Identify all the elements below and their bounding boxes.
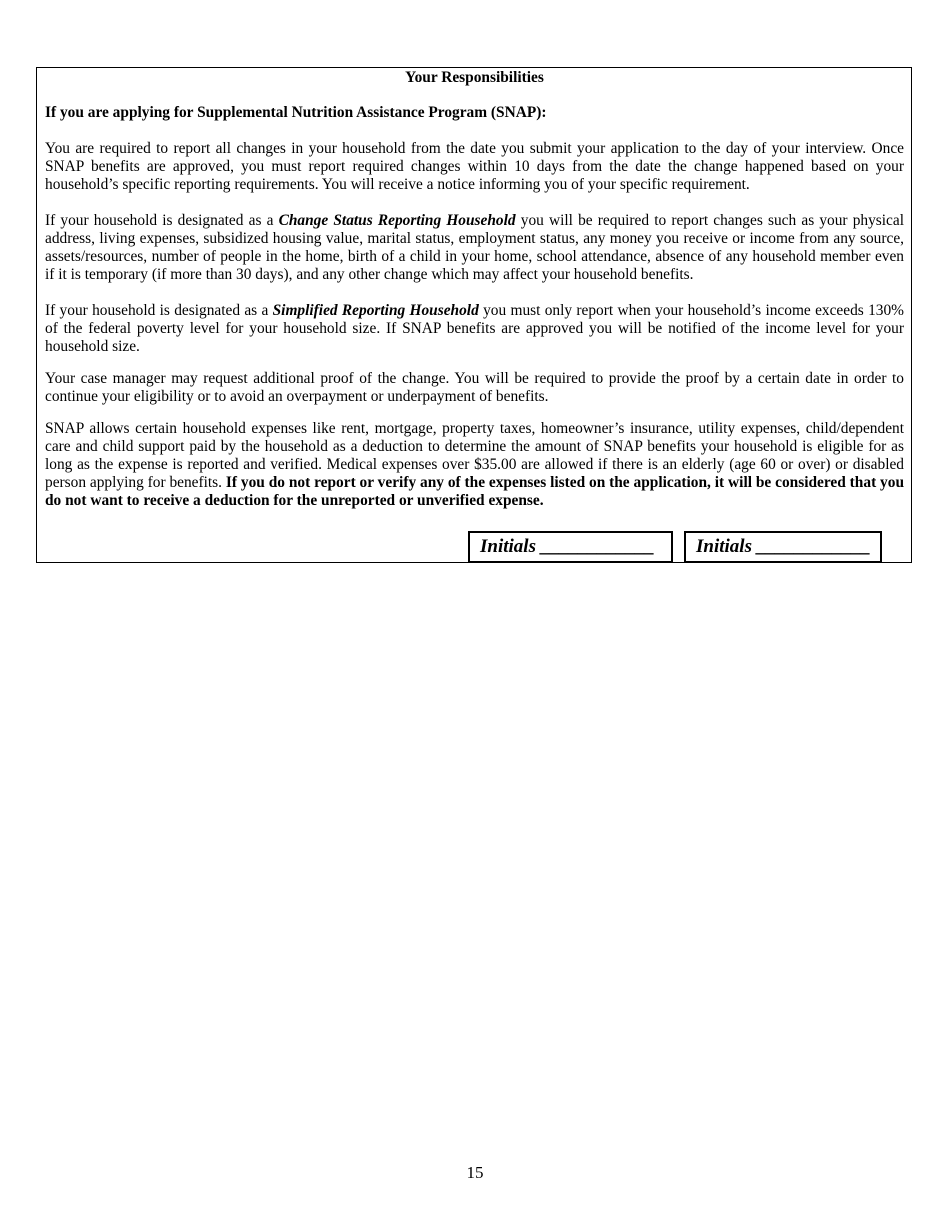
paragraph-change-status-body: you will be required to report changes such as your physical address, living expenses, subsidized housing value, marital status, employment status, any money you receive or income from any source, assets/resources, number of people in the home, birth of a child in your home, school attendance, absence of any household member even if it is temporary (if more than 30 days), and any other change which may affect your household benefits. xyxy=(45,212,904,283)
responsibilities-content xyxy=(37,69,911,510)
paragraph-change-status xyxy=(45,212,904,284)
section-title: Your Responsibilities xyxy=(405,69,544,86)
responsibilities-box xyxy=(36,67,912,563)
paragraph-proof: Your case manager may request additional proof of the change. You will be required to provide the proof by a certain date in order to continue your eligibility or to avoid an overpayment or underpayment of benefits. xyxy=(45,370,904,405)
paragraph-report-changes: You are required to report all changes in your household from the date you submit your application to the day of your interview. Once SNAP benefits are approved, you must report required changes within 10 days from the date the change happened based on your household’s specific reporting requirements. You will receive a notice informing you of your specific requirement. xyxy=(45,140,904,193)
paragraph-expenses xyxy=(45,420,904,510)
page-number: 15 xyxy=(466,1163,484,1182)
simplified-reporting-term: Simplified Reporting Household xyxy=(272,302,479,319)
initials-field-2[interactable]: Initials ____________ xyxy=(684,531,882,563)
paragraph-simplified-reporting xyxy=(45,302,904,356)
paragraph-expenses-body: SNAP allows certain household expenses like rent, mortgage, property taxes, homeowner’s insurance, utility expenses, child/dependent care and child support paid by the household as a deduction to determine the amount of SNAP benefits your household is eligible for as long as the expense is reported and verified. Medical expenses over $35.00 are allowed if there is an elderly (age 60 or over) or disabled person applying for benefits. xyxy=(45,420,904,491)
initials-field-1[interactable]: Initials ____________ xyxy=(468,531,673,563)
snap-subheading: If you are applying for Supplemental Nutrition Assistance Program (SNAP): xyxy=(45,104,547,121)
paragraph-expenses-warning: If you do not report or verify any of the expenses listed on the application, it will be considered that you do not want to receive a deduction for the unreported or unverified expense. xyxy=(45,474,905,509)
change-status-term: Change Status Reporting Household xyxy=(278,212,516,229)
paragraph-change-status-lead: If your household is designated as a xyxy=(45,212,279,229)
paragraph-simplified-lead: If your household is designated as a xyxy=(45,302,273,319)
paragraph-simplified-body: you must only report when your household’s income exceeds 130% of the federal poverty level for your household size. If SNAP benefits are approved you will be notified of the income level for your household size. xyxy=(45,302,904,355)
